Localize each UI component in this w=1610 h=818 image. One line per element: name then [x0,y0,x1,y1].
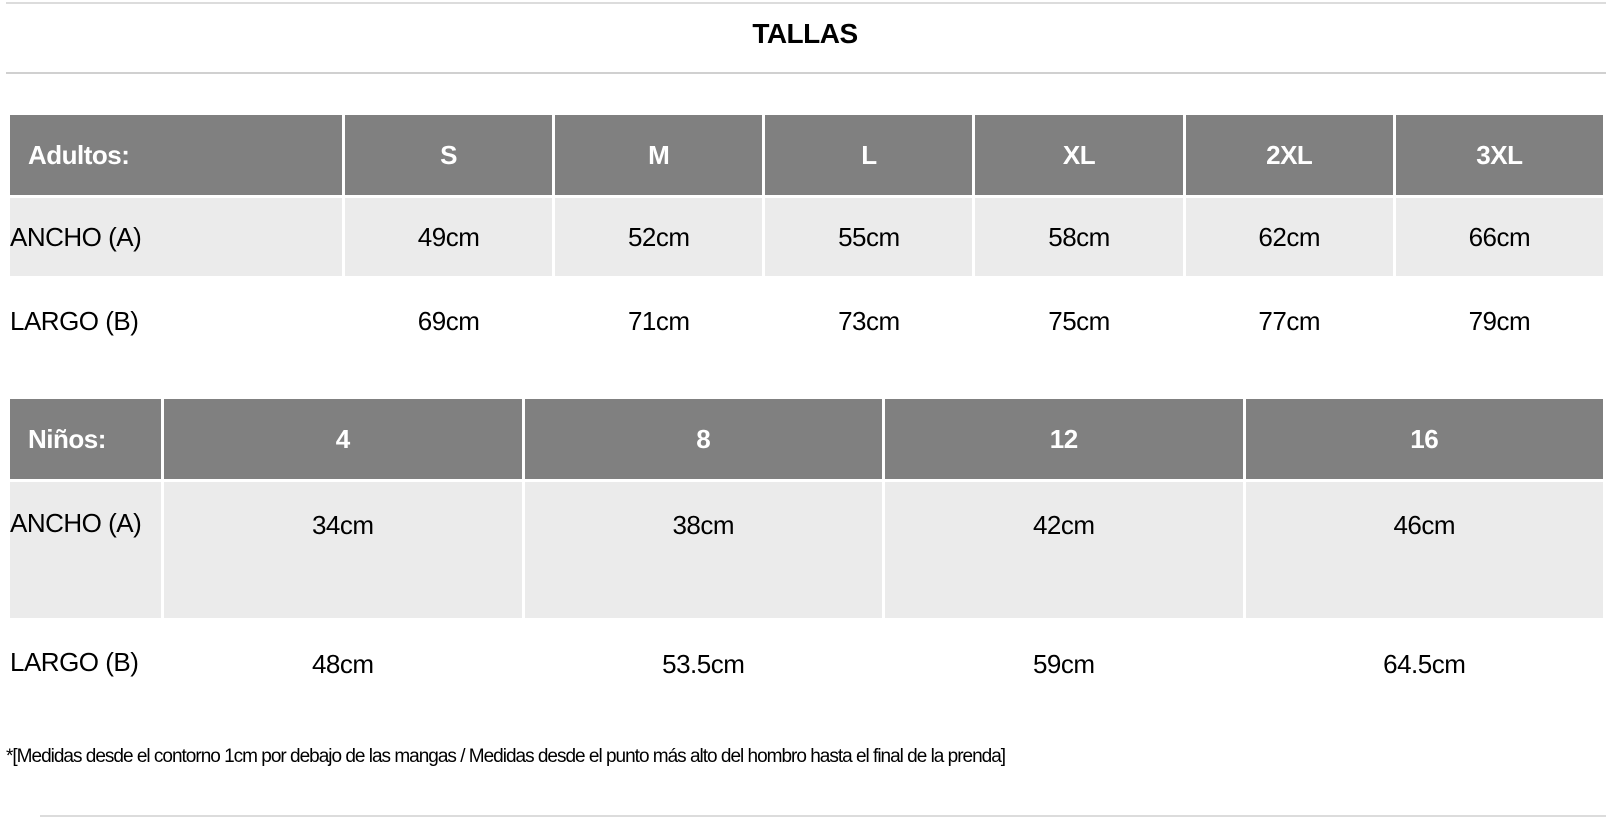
adult-ancho-s: 49cm [345,198,552,276]
adult-size-3xl: 3XL [1396,115,1603,195]
adult-largo-row [10,279,1603,363]
kids-size-table [7,396,1606,760]
measurement-footnote: *[Medidas desde el contorno 1cm por debajo de las mangas / Medidas desde el punto más alto del hombro hasta el final de la prenda] [6,746,1006,767]
adult-largo-s: 69cm [345,279,552,363]
adult-ancho-label: ANCHO (A) [10,198,342,276]
kids-size-8: 8 [525,399,883,479]
adult-largo-3xl: 79cm [1396,279,1603,363]
kids-ancho-row [10,482,1603,618]
title-divider [6,72,1606,74]
adult-ancho-2xl: 62cm [1186,198,1393,276]
kids-header-row [10,399,1603,479]
adult-ancho-3xl: 66cm [1396,198,1603,276]
adult-header-row [10,115,1603,195]
adult-size-xl: XL [975,115,1182,195]
kids-ancho-12: 42cm [885,482,1243,618]
bottom-divider [40,815,1606,817]
kids-size-12: 12 [885,399,1243,479]
kids-header-label: Niños: [10,399,161,479]
kids-size-4: 4 [164,399,522,479]
adult-header-label: Adultos: [10,115,342,195]
adult-largo-2xl: 77cm [1186,279,1393,363]
kids-ancho-8: 38cm [525,482,883,618]
adult-largo-m: 71cm [555,279,762,363]
kids-largo-label: LARGO (B) [10,621,161,757]
adult-ancho-xl: 58cm [975,198,1182,276]
adult-size-2xl: 2XL [1186,115,1393,195]
adult-largo-xl: 75cm [975,279,1182,363]
top-divider [6,2,1606,4]
kids-largo-12: 59cm [885,621,1243,757]
adult-size-s: S [345,115,552,195]
kids-ancho-16: 46cm [1246,482,1604,618]
kids-largo-4: 48cm [164,621,522,757]
page-title: TALLAS [752,18,858,49]
adult-largo-l: 73cm [765,279,972,363]
kids-ancho-4: 34cm [164,482,522,618]
adult-size-l: L [765,115,972,195]
adult-size-table [7,112,1606,366]
adult-size-m: M [555,115,762,195]
kids-size-16: 16 [1246,399,1604,479]
adult-ancho-m: 52cm [555,198,762,276]
adult-ancho-row [10,198,1603,276]
adult-largo-label: LARGO (B) [10,279,342,363]
kids-largo-row [10,621,1603,757]
kids-largo-8: 53.5cm [525,621,883,757]
adult-ancho-l: 55cm [765,198,972,276]
kids-largo-16: 64.5cm [1246,621,1604,757]
kids-ancho-label: ANCHO (A) [10,482,161,618]
